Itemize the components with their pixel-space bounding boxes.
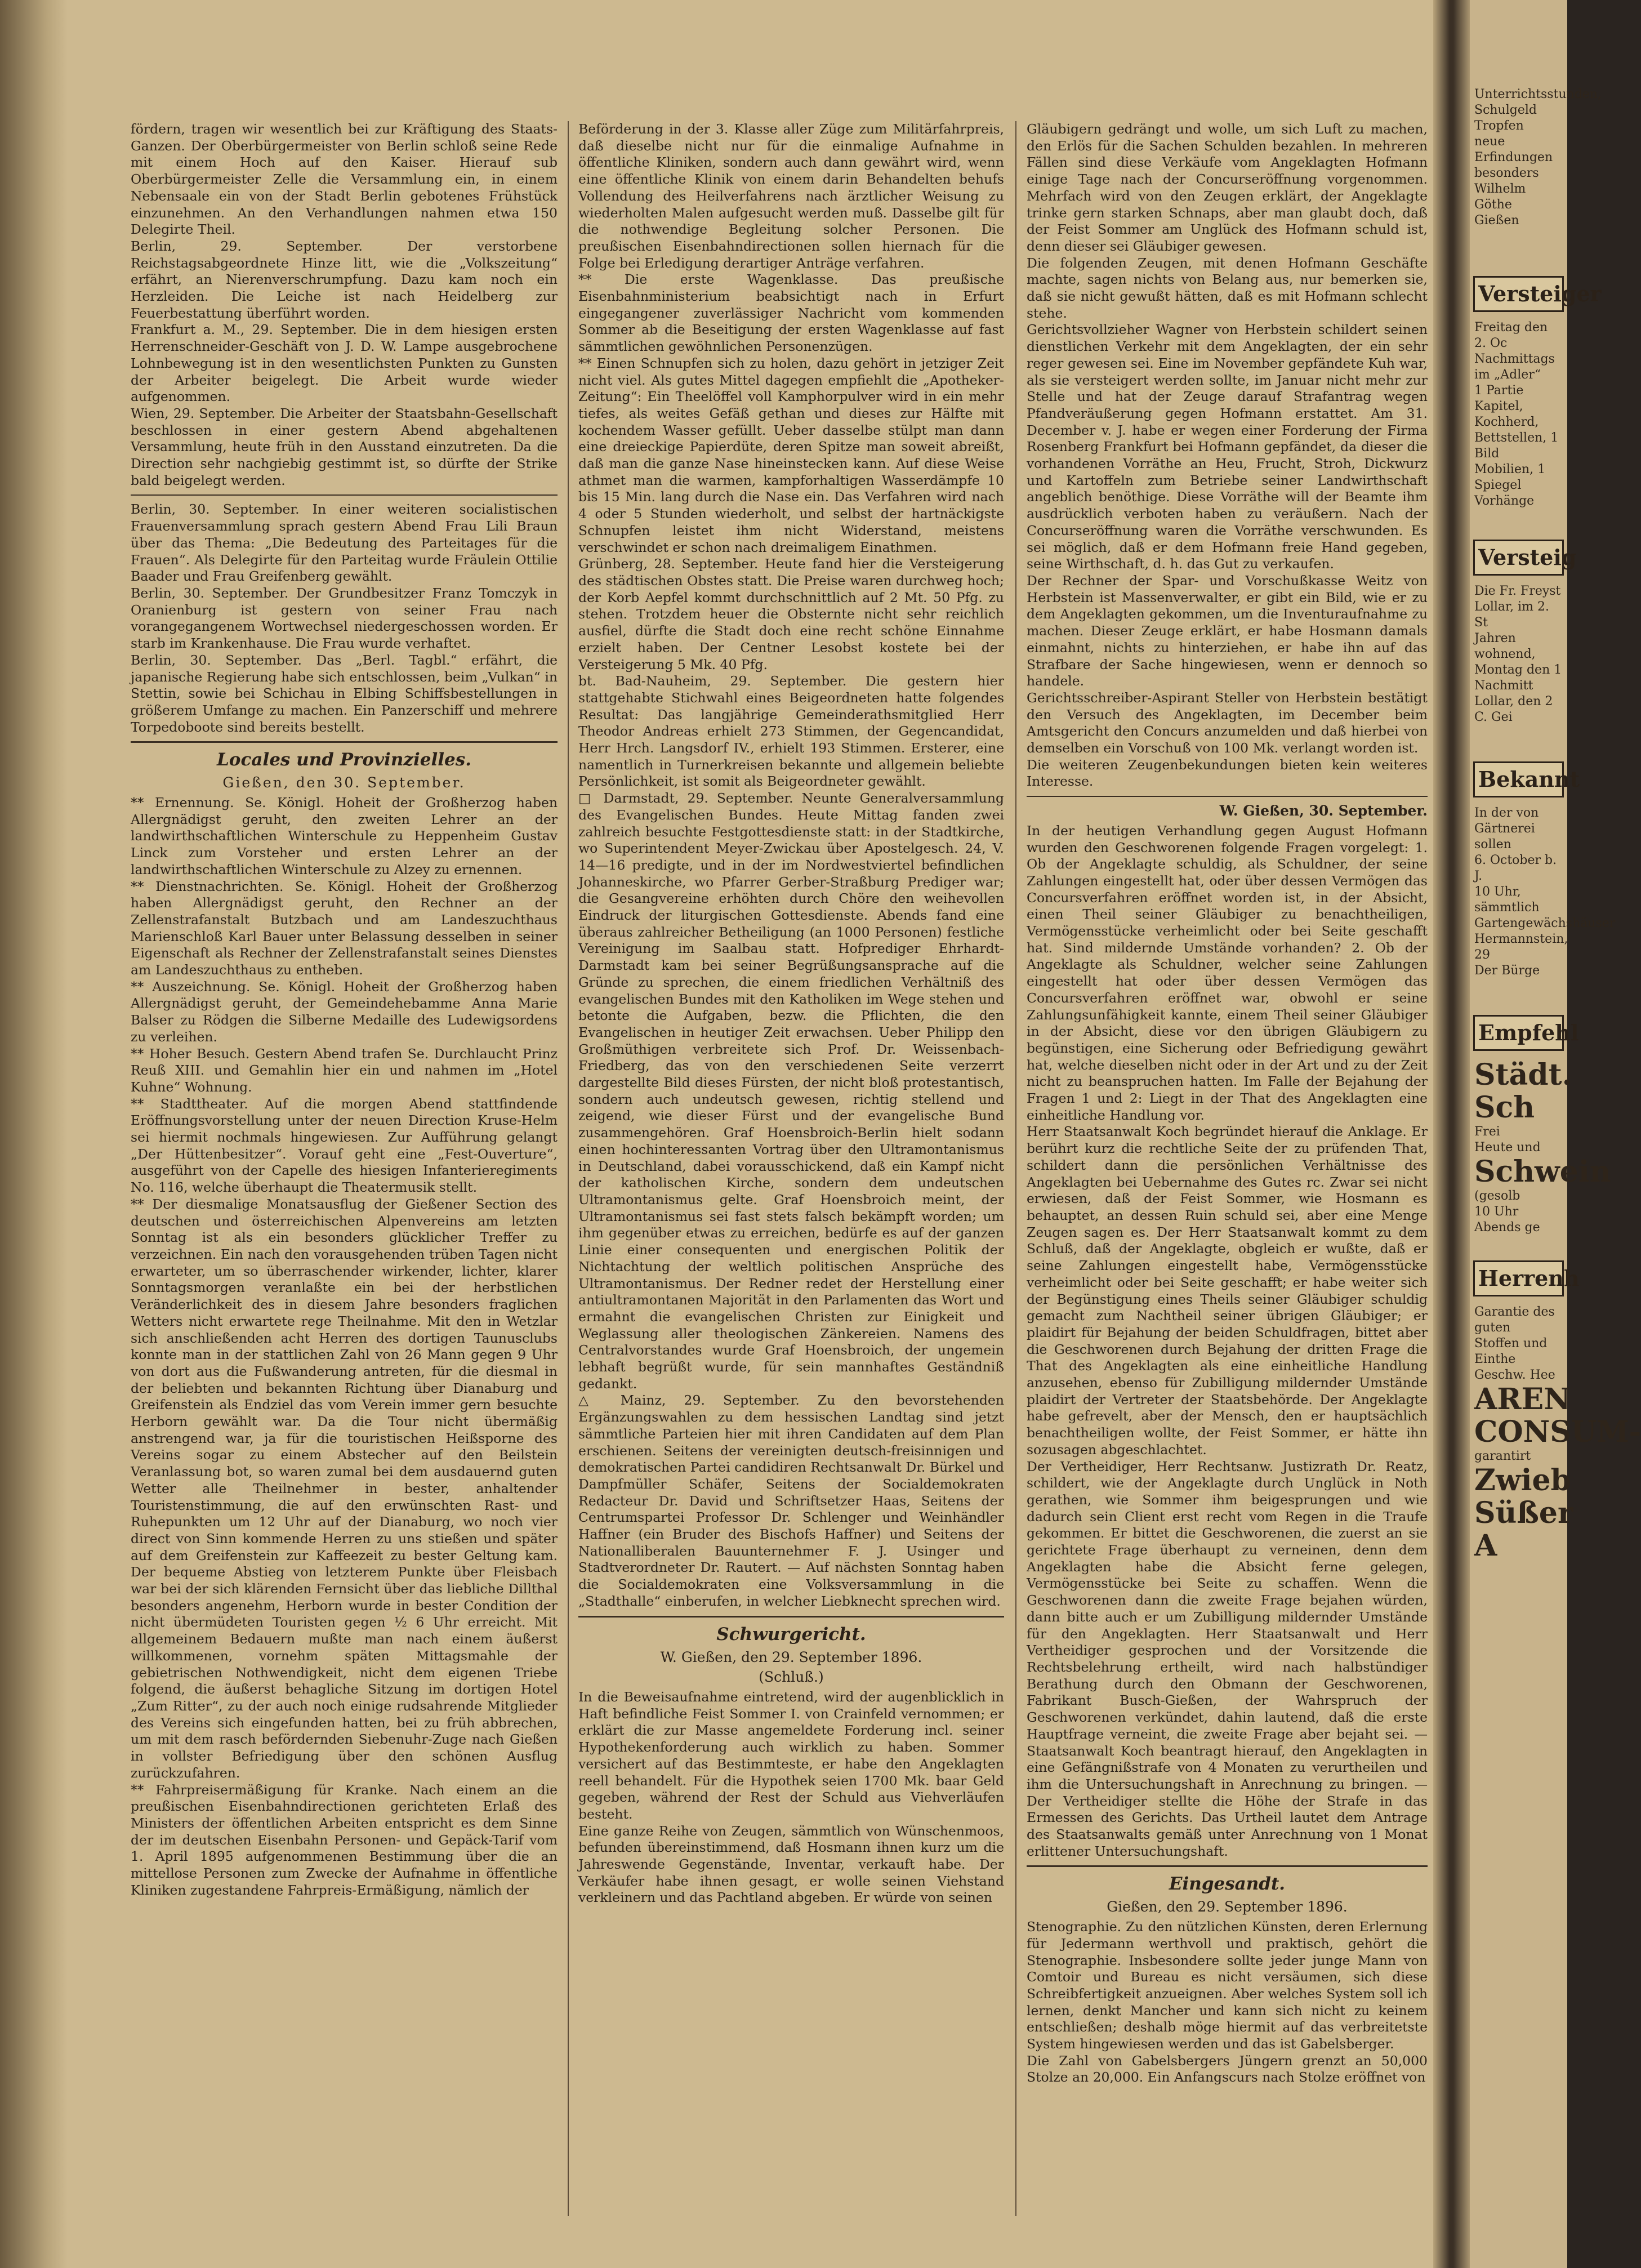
fragment-text: Schwein [1474,1155,1611,1189]
fragment-text: Süßer A [1474,1496,1573,1563]
article-paragraph: ** Einen Schnupfen sich zu holen, dazu gehört in jetziger Zeit nicht viel. Als gutes Mittel dagegen empfiehlt die „Apotheker-Zeitung“: Ein Theelöffel voll Kamphorpulver wird in ein mehr tiefes, als weites Gefäß gethan und dieses zur Hälfte mit kochendem Wasser gefüllt. Ueber dasselbe stülpt man dann eine dreieckige Papierdüte, deren Spitze man soweit abreißt, daß man die ganze Nase hineinstecken kann. Auf diese Weise athmet man die warmen, kampforhaltigen Wasserdämpfe 10 bis 15 Min. lang durch die Nase ein. Das Verfahren wird nach 4 oder 5 Stunden wiederholt, und selbst der hartnäckigste Schnupfen leistet ihm nicht Widerstand, meistens verschwindet er schon nach dreimaligem Einathmen. [578,355,1004,555]
article-paragraph: Die Zahl von Gabelsbergers Jüngern grenzt an 50,000 Stolze an 20,000. Ein Anfangscurs nach Stolze eröffnet von [1027,2052,1428,2086]
article-paragraph: fördern, tragen wir wesentlich bei zur Kräftigung des Staats-Ganzen. Der Oberbürgermeister von Berlin schloß seine Rede mit einem Hoch auf den Kaiser. Hierauf sub Oberbürgermeister Zelle die Versammlung ein, in einem Nebensaale ein von der Stadt Berlin gebotenes Frühstück einzunehmen. An den Verhandlungen nahmen etwa 150 Delegirte Theil. [131,121,558,238]
article-paragraph: ** Stadttheater. Auf die morgen Abend stattfindende Eröffnungsvorstellung unter der neuen Direction Kruse-Helm sei hiermit nochmals hingewiesen. Zur Aufführung gelangt „Der Hüttenbesitzer“. Vorauf geht eine „Fest-Ouverture“, ausgeführt von der Capelle des hiesigen Infanterieregiments No. 116, welche überhaupt die Theatermusik stellt. [131,1095,558,1196]
article-paragraph: ** Auszeichnung. Se. Königl. Hoheit der Großherzog haben Allergnädigst geruht, der Gemeindehebamme Anna Marie Balser zu Rödgen die Silberne Medaille des Ludewigsordens zu verleihen. [131,978,558,1045]
dateline: W. Gießen, 30. September. [1219,803,1428,819]
article-paragraph: ** Hoher Besuch. Gestern Abend trafen Se. Durchlaucht Prinz Reuß XIII. und Gemahlin hier ein und nahmen im „Hotel Kuhne“ Wohnung. [131,1045,558,1095]
article-paragraph: ** Der diesmalige Monatsausflug der Gießener Section des deutschen und österreichischen Alpenvereins am letzten Sonntag ist als ein besonders glücklicher Treffer zu verzeichnen. Ein nach den vorausgehenden trüben Tagen nicht erwarteter, um so überraschender wirkender, lichter, klarer Sonntagsmorgen veranlaßte ein bei der herbstlichen Veränderlichkeit des in diesem Jahre besonders fraglichen Wetters nicht erwartete rege Theilnahme. Mit den in Wetzlar sich anschließenden acht Herren des dortigen Taunusclubs konnte man in der stattlichen Zahl von 26 Mann gegen 9 Uhr von dort aus die Fußwanderung antreten, für die diesmal in der beliebten und bekannten Richtung über Dianaburg und Greifenstein als Endziel das vom Verein immer gern besuchte Herborn gewählt war. Da die Tour nicht übermäßig anstrengend war, ja für die touristischen Heißsporne des Vereins sogar zu einem Abstecher auf den Beilstein Veranlassung bot, so waren zumal bei dem ausdauernd guten Wetter alle Theilnehmer in bester, anhaltender Touristenstimmung, die auf den erwünschten Rast- und Ruhepunkten um 12 Uhr auf der Dianaburg, wo noch vier direct von Sinn kommende Herren zu uns stießen und später auf dem Greifenstein zur Kaffeezeit zu bester Geltung kam. Der bequeme Abstieg von letzterem Punkte über Fleisbach war bei der sich klärenden Fernsicht über das liebliche Dillthal besonders angenehm, Herborn wurde in bester Condition der nicht übermüdeten Touristen gegen ½ 6 Uhr erreicht. Mit allgemeinem Bedauern mußte man nach einem äußerst willkommenen, vornehm späten Mittagsmahle der gebietrischen Nothwendigkeit, nicht dem eigenen Triebe folgend, die äußerst behagliche Sitzung im dortigen Hotel „Zum Ritter“, zu der auch noch einige rudsahrende Mitglieder des Vereins sich eingefunden hatten, bei zu früh abbrechen, um mit dem rasch befördernden Siebenuhr-Zuge nach Gießen in vollster Befriedigung über den schönen Ausflug zurückzufahren. [131,1196,558,1781]
section-heading: Locales und Provinzielles. [217,750,471,770]
fragment-text: 6. October b. J. [1474,853,1557,883]
fragment-text: Stoffen und Einthe [1474,1336,1548,1366]
fragment-text: 1 Partie Kapitel, [1474,384,1524,413]
fragment-text: Bettstellen, 1 Bild [1474,431,1559,461]
article-paragraph: Berlin, 30. September. In einer weiteren socialistischen Frauenversammlung sprach gestern Abend Frau Lili Braun über das Thema: „Die Bedeutung des Parteitages für die Frauen“. Als Delegirte für den Parteitag wurde Fräulein Ottilie Baader und Frau Greifenberg gewählt. [131,501,558,585]
fragment-text: Jahren wohnend, [1474,631,1536,661]
article-paragraph: ** Dienstnachrichten. Se. Königl. Hoheit der Großherzog haben Allergnädigst geruht, den Rechner an der Zellenstrafanstalt Butzbach und am Landeszuchthaus Marienschloß Karl Bauer unter Belassung desselben in seiner Eigenschaft als Rechner der Zellenstrafanstalt seines Dienstes am Landeszuchthaus zu entheben. [131,878,558,978]
ad-heading: Herrenh [1473,1260,1564,1296]
article-paragraph: Berlin, 29. September. Der verstorbene Reichstagsabgeordnete Hinze litt, wie die „Volkszeitung“ erfährt, an Nierenverschrumpfung. Dazu kam noch ein Herzleiden. Die Leiche ist nach Heidelberg zur Feuerbestattung überführt worden. [131,238,558,321]
article-paragraph: Frankfurt a. M., 29. September. Die in dem hiesigen ersten Herrenschneider-Geschäft von J. D. W. Lampe ausgebrochene Lohnbewegung ist in den wesentlichsten Punkten zu Gunsten der Arbeiter beigelegt. Die Arbeit wurde wieder aufgenommen. [131,322,558,405]
article-paragraph: Gerichtsvollzieher Wagner von Herbstein schildert seinen dienstlichen Verkehr mit dem Angeklagten, der ein sehr reger gewesen sei. Eine im November gepfändete Kuh war, als sie versteigert werden sollte, im Januar nicht mehr zur Stelle und hat der Zeuge darauf Strafantrag wegen Pfandveräußerung gegen Hofmann erstattet. Am 31. December v. J. habe er wegen einer Forderung der Firma Rosenberg Frankfurt bei Hofmann gepfändet, da dieser die vorhandenen Vorräthe an Heu, Frucht, Stroh, Dickwurz und Kartoffeln zum Betriebe seiner Landwirthschaft angeblich benöthige. Diese Vorräthe will der Beamte ihm ausdrücklich verboten haben zu veräußern. Nach der Concurseröffnung waren die Vorräthe verschwunden. Es sei möglich, daß er dem Hofmann freie Hand gegeben, seine Wirthschaft, d. h. das Gut zu verkaufen. [1027,322,1428,572]
article-paragraph: □ Darmstadt, 29. September. Neunte Generalversammlung des Evangelischen Bundes. Heute Mittag fanden zwei zahlreich besuchte Festgottesdienste statt: in der Stadtkirche, wo Superintendent Meyer-Zwickau über Apostelgesch. 24, V. 14—16 predigte, und in der im Nordwestviertel befindlichen Johanneskirche, wo Pfarrer Gerber-Straßburg Prediger war; die Gesangvereine erhöhten durch Chöre den weihevollen Eindruck der liturgischen Gottesdienste. Abends fand eine überaus zahlreicher Betheiligung (an 1000 Personen) festliche Vereinigung im Saalbau statt. Hofprediger Ehrhardt-Darmstadt kam bei seiner Begrüßungsansprache auf die Gründe zu sprechen, die einem friedlichen Verhältniß des evangelischen Bundes mit den Katholiken im Wege stehen und betonte die Aufgaben, bezw. die Pflichten, die den Evangelischen in heutiger Zeit erwachsen. Ueber Philipp den Großmüthigen verbreitete sich Prof. Dr. Weissenbach-Friedberg, das von den verschiedenen Seite verzerrt dargestellte Bild dieses Fürsten, der nicht bloß protestantisch, sondern auch undeutsch gewesen, richtig stellend und zeigend, wie dieser Fürst und der evangelische Bund zusammengehören. Graf Hoensbroich-Berlin hielt sodann einen hochinteressanten Vortrag über den Ultramontanismus in Deutschland, dabei vorausschickend, daß ein Kampf nicht der katholischen Kirche, sondern dem undeutschen Ultramontanismus gelte. Graf Hoensbroich meint, der Ultramontanismus sei fast stets falsch bekämpft worden; um ihm gegenüber etwas zu erreichen, bedürfe es auf der ganzen Linie einer consequenten und energischen Politik der Nichtachtung der weltlich politischen Ansprüche des Ultramontanismus. Der Redner redet der Herstellung einer antiultramontanen Majorität in den Parlamenten das Wort und ermahnt die evangelischen Christen zur Einigkeit und Weglassung aller theologischen Zänkereien. Namens des Centralvorstandes wurde Graf Hoensbroich, der ungemein lebhaft begrüßt wurde, für sein mannhaftes Geständniß gedankt. [578,790,1004,1392]
section-rule [1027,796,1428,797]
fragment-text: Montag den 1 [1474,663,1562,677]
article-paragraph: ** Fahrpreisermäßigung für Kranke. Nach einem an die preußischen Eisenbahndirectionen gerichteten Erlaß des Ministers der öffentlichen Arbeiten entspricht es dem Sinne der im deutschen Eisenbahn Personen- und Gepäck-Tarif vom 1. April 1895 aufgenommenen Bestimmung über die an mittellose Personen zum Zwecke der Aufnahme in öffentliche Kliniken zugestandene Fahrpreis-Ermäßigung, nämlich der [131,1781,558,1898]
section-rule [131,494,558,496]
ad-heading: Bekannt [1473,761,1564,797]
dateline: Gießen, den 29. September 1896. [1107,1899,1348,1915]
book-edge [0,0,68,2268]
adjacent-page [1470,0,1641,2268]
section-heading: Schwurgericht. [716,1624,866,1645]
article-paragraph: Gerichtsschreiber-Aspirant Steller von Herbstein bestätigt den Versuch des Angeklagten, im December beim Amtsgericht den Concurs anzumelden und daß hierbei von demselben ein Vorschuß von 100 Mk. verlangt worden ist. [1027,689,1428,756]
article-paragraph: Beförderung in der 3. Klasse aller Züge zum Militärfahrpreis, daß dieselbe nicht nur für die einmalige Aufnahme in öffentliche Kliniken, sondern auch dann gewährt wird, wenn eine öffentliche Klinik von einem darin Behandelten behufs Vollendung des Heilverfahrens nach ärztlicher Weisung zu wiederholten Malen aufgesucht werden muß. Dasselbe gilt für die nothwendige Begleitung solcher Personen. Die preußischen Eisenbahndirectionen sollen hiernach für die Folge bei Erledigung derartiger Anträge verfahren. [578,121,1004,271]
book-gutter [1433,0,1470,2268]
fragment-text: Nachmittags [1474,352,1555,366]
fragment-text: Frei [1474,1125,1500,1139]
fragment-text: im „Adler“ [1474,368,1541,382]
fragment-text: besonders [1474,166,1539,180]
article-paragraph: Berlin, 30. September. Das „Berl. Tagbl.“ erfährt, die japanische Regierung habe sich entschlossen, beim „Vulkan“ in Stettin, sowie bei Schichau in Elbing Schiffsbestellungen in größerem Umfange zu machen. Ein Panzerschiff und mehrere Torpedoboote sind bereits bestellt. [131,652,558,735]
article-paragraph: Wien, 29. September. Die Arbeiter der Staatsbahn-Gesellschaft beschlossen in einer gestern Abend abgehaltenen Versammlung, heute früh in den Ausstand einzutreten. Da die Direction sehr nachgiebig gestimmt ist, so dürfte der Strike bald beigelegt werden. [131,405,558,488]
article-paragraph: Grünberg, 28. September. Heute fand hier die Versteigerung des städtischen Obstes statt. Die Preise waren durchweg hoch; der Korb Aepfel kommt durchschnittlich auf 2 Mt. 50 Pfg. zu stehen. Trotzdem heuer die Obsternte nicht sehr reichlich ausfiel, dürfte die Stadt doch eine recht schöne Einnahme erzielt haben. Der Centner Lesobst kostete bei der Versteigerung 5 Mk. 40 Pfg. [578,556,1004,672]
fragment-text: Die Fr. Freyst [1474,584,1561,598]
fragment-text: Gartengewächshäuser [1474,916,1616,930]
section-rule [578,1616,1004,1618]
article-paragraph: Der Rechner der Spar- und Vorschußkasse Weitz von Herbstein ist Massenverwalter, er gibt ein Bild, wie er zu dem Angeklagten gekommen, um die Inventuraufnahme zu machen. Dieser Zeuge erklärt, er habe Hosmann damals einmahnt, nichts zu hinterziehen, er habe ihn auf das Strafbare der Sache hingewiesen, wenn er dennoch so handele. [1027,572,1428,689]
dateline: Gießen, den 30. September. [222,774,466,791]
fragment-text: 10 Uhr, sämmtlich [1474,885,1540,915]
article-paragraph: Stenographie. Zu den nützlichen Künsten, deren Erlernung für Jedermann werthvoll und praktisch, gehört die Stenographie. Insbesondere sollte jeder junge Mann von Comtoir und Bureau es nicht versäumen, sich diese Schreibfertigkeit anzueignen. Aber welches System soll ich lernen, denkt Mancher und kann sich nicht zu keinem entschließen; deshalb möge hiermit auf das verbreitetste System hingewiesen werden und das ist Gabelsberger. [1027,1919,1428,2052]
fragment-text: Gärtnerei sollen [1474,822,1535,852]
fragment-text: In der von [1474,806,1539,820]
fragment-text: Hermannstein, 29 [1474,932,1568,962]
fragment-text: Städt. Sch [1474,1058,1572,1125]
article-paragraph: Gläubigern gedrängt und wolle, um sich Luft zu machen, den Erlös für die Sachen Schulden bezahlen. In mehreren Fällen sind diese Verkäufe vom Angeklagten Hofmann einige Tage nach der Concurseröffnung vorgenommen. Mehrfach wird von den Zeugen erklärt, der Angeklagte trinke gern starken Schnaps, aber man glaubt doch, daß der Feist Sommer am Unglück des Hofmann schuld ist, denn dieser sei Gläubiger gewesen. [1027,121,1428,254]
column-2 [578,121,1004,2227]
ad-heading: Versteig [1473,540,1564,576]
fragment-text: Unterrichtsstunden, [1474,87,1602,101]
fragment-text: Lollar, den 2 [1474,694,1553,709]
fragment-text: Garantie des guten [1474,1305,1555,1335]
fragment-text: Kochherd, [1474,415,1539,429]
article-paragraph: Herr Staatsanwalt Koch begründet hierauf die Anklage. Er berührt kurz die rechtliche Seite der zu prüfenden That, schildert dann die persönlichen Verhältnisse des Angeklagten bei Uebernahme des Gutes rc. Zwar sei nicht erwiesen, daß der Feist Sommer, wie Hosmann es behauptet, an dessen Ruin schuld sei, aber eine Menge Zeugen sagen es. Der Herr Staatsanwalt kommt zu dem Schluß, daß der Angeklagte, obgleich er wußte, daß er seine Zahlungen eingestellt habe, Vermögensstücke verheimlicht oder bei Seite geschafft; er habe weiter sich der Begünstigung eines Theils seiner Gläubiger schuldig gemacht zum Nachtheil seiner übrigen Gläubiger; er plaidirt für Bejahung der beiden Schuldfragen, bittet aber die Geschworenen durch Bejahung der dritten Frage die That des Angeklagten als eine einheitliche Handlung anzusehen, ebenso für Zubilligung mildernder Umstände plaidirt der Vertreter der Staatsbehörde. Der Angeklagte habe gefrevelt, aber der Mensch, den er hauptsächlich benachtheiligen wollte, der Feist Sommer, er hätte ihn sozusagen abgeschlachtet. [1027,1124,1428,1458]
section-heading: Eingesandt. [1169,1874,1286,1895]
fragment-text: CONSUM- [1474,1415,1641,1449]
section-rule [131,741,558,743]
article-paragraph: ** Ernennung. Se. Königl. Hoheit der Großherzog haben Allergnädigst geruht, den zweiten Lehrer an der landwirthschaftlichen Winterschule zu Heppenheim Gustav Linck zum Vorsteher und ersten Lehrer an der landwirthschaftlichen Winterschule zu Alzey zu ernennen. [131,795,558,877]
article-paragraph: ** Die erste Wagenklasse. Das preußische Eisenbahnministerium beabsichtigt nach in Erfurt eingegangener zuverlässiger Nachricht vom kommenden Sommer ab die Beseitigung der ersten Wagenklasse auf fast sämmtlichen gewöhnlichen Personenzügen. [578,271,1004,355]
fragment-text: C. Gei [1474,710,1513,724]
fragment-text: 10 Uhr Abends ge [1474,1205,1540,1235]
fragment-text: neue Erfindungen [1474,135,1553,164]
dateline: W. Gießen, den 29. September 1896. [660,1648,922,1665]
ad-heading: Versteiger [1473,276,1564,312]
article-paragraph: Berlin, 30. September. Der Grundbesitzer Franz Tomczyk in Oranienburg ist gestern von seiner Frau nach vorangegangenem Wortwechsel niedergeschossen worden. Er starb im Krankenhause. Die Frau wurde verhaftet. [131,585,558,652]
fragment-text: Mobilien, 1 Spiegel [1474,462,1546,492]
fragment-text: Der Bürge [1474,964,1540,978]
column-1 [131,121,558,2227]
article-paragraph: Die folgenden Zeugen, mit denen Hofmann Geschäfte machte, sagen nichts von Belang aus, nur bemerken sie, daß sie nicht gewußt hätten, daß es mit Hofmann schlecht stehe. [1027,255,1428,321]
article-paragraph: Die weiteren Zeugenbekundungen bieten kein weiteres Interesse. [1027,756,1428,790]
column-3 [1027,121,1428,2227]
fragment-text: AREN [1474,1382,1571,1416]
fragment-text: Lollar, im 2. St [1474,600,1550,630]
section-rule [1027,1865,1428,1867]
column-divider [1015,121,1016,2216]
article-paragraph: bt. Bad-Nauheim, 29. September. Die gestern hier stattgehabte Stichwahl eines Beigeordneten hatte folgendes Resultat: Das langjährige Gemeinderathsmitglied Herr Theodor Andreas erhielt 273 Stimmen, der Gegencandidat, Herr Hrch. Langsdorf IV., erhielt 193 Stimmen. Ersterer, eine namentlich in Turnerkreisen bekannte und allgemein beliebte Persönlichkeit, ist somit als Beigeordneter gewählt. [578,673,1004,790]
fragment-text: Zwieb [1474,1463,1571,1498]
fragment-text: Geschw. Hee [1474,1368,1555,1382]
fragment-text: Freitag den 2. Oc [1474,320,1548,350]
fragment-text: (gesolb [1474,1189,1520,1203]
fragment-text: Wilhelm Göthe [1474,182,1526,212]
fragment-text: Tropfen [1474,119,1524,133]
article-paragraph: In der heutigen Verhandlung gegen August Hofmann wurden den Geschworenen folgende Fragen vorgelegt: 1. Ob der Angeklagte schuldig, als Schuldner, der seine Zahlungen eingestellt hat, oder über dessen Vermögen das Concursverfahren eröffnet worden ist, in der Absicht, einen Theil seiner Gläubiger zu benachtheiligen, Vermögensstücke verheimlicht oder bei Seite geschafft hat. Sind mildernde Umstände vorhanden? 2. Ob der Angeklagte als Schuldner, welcher seine Zahlungen eingestellt hat oder über dessen Vermögen das Concursverfahren eröffnet war, obwohl er seine Zahlungsunfähigkeit kannte, einem Theil seiner Gläubiger in der Absicht, diese vor den übrigen Gläubigern zu begünstigen, eine Sicherung oder Befriedigung gewährt hat, welche dieselben nicht oder in der Art und zu der Zeit nicht zu beanspruchen hatten. Im Falle der Bejahung der Fragen 1 und 2: Liegt in der That des Angeklagten eine einheitliche Handlung vor. [1027,822,1428,1123]
fragment-text: Vorhänge [1474,494,1535,508]
article-paragraph: Der Vertheidiger, Herr Rechtsanw. Justizrath Dr. Reatz, schildert, wie der Angeklagte durch Unglück in Noth gerathen, wie Sommer ihm beigesprungen und wie dadurch sein Client erst recht vom Regen in die Traufe gekommen. Er bittet die Geschworenen, die zuerst an sie gerichtete Frage überhaupt zu verneinen, denn dem Angeklagten habe die Absicht ferne gelegen, Vermögensstücke bei Seite zu schaffen. Wenn die Geschworenen dann die zweite Frage bejahen würden, dann bitte auch er um Zubilligung mildernder Umstände für den Angeklagten. Herr Staatsanwalt und Herr Vertheidiger gesprochen und der Vorsitzende die Rechtsbelehrung ertheilt, wird nach halbstündiger Berathung durch den Obmann der Geschworenen, Fabrikant Busch-Gießen, der Wahrspruch der Geschworenen verkündet, dahin lautend, daß die erste Hauptfrage verneint, die zweite Frage aber bejaht sei. — Staatsanwalt Koch beantragt hierauf, den Angeklagten in eine Gefängnißstrafe von 4 Monaten zu verurtheilen und ihm die Untersuchungshaft in Anrechnung zu bringen. — Der Vertheidiger stellte die Höhe der Strafe in das Ermessen des Gerichts. Das Urtheil lautet dem Antrage des Staatsanwalts gemäß unter Anrechnung von 1 Monat erlittener Untersuchungshaft. [1027,1458,1428,1859]
fragment-text: Heute und [1474,1140,1541,1155]
fragment-text: Schulgeld [1474,103,1537,117]
column-divider [568,121,569,2216]
article-paragraph: Eine ganze Reihe von Zeugen, sämmtlich von Wünschenmoos, befunden übereinstimmend, daß Hosmann ihnen kurz um die Jahreswende Gegenstände, Inventar, verkauft habe. Der Verkäufer habe ihnen gesagt, er wolle seinen Viehstand verkleinern und das Pachtland abgeben. Er würde von seinen [578,1823,1004,1906]
subline: (Schluß.) [759,1669,824,1686]
article-paragraph: △ Mainz, 29. September. Zu den bevorstehenden Ergänzungswahlen zu dem hessischen Landtag sind jetzt sämmtliche Parteien hier mit ihren Candidaten auf dem Plan erschienen. Seitens der vereinigten deutsch-freisinnigen und demokratischen Partei candidiren Rechtsanwalt Dr. Bürkel und Dampfmüller Schäfer, Seitens der Socialdemokraten Redacteur Dr. David und Schriftsetzer Haas, Seitens der Centrumspartei Professor Dr. Schlenger und Weinhändler Haffner (ein Bruder des Bischofs Haffner) und Seitens der Nationalliberalen Bauunternehmer F. J. Usinger und Stadtverordneter Dr. Rautert. — Auf nächsten Sonntag haben die Socialdemokraten eine Volksversammlung in die „Stadthalle“ einberufen, in welcher Liebknecht sprechen wird. [578,1392,1004,1609]
fragment-text: Gießen [1474,213,1519,228]
fragment-text: Nachmitt [1474,679,1533,693]
ad-heading: Empfehl [1473,1015,1564,1051]
article-paragraph: In die Beweisaufnahme eintretend, wird der augenblicklich in Haft befindliche Feist Sommer I. von Crainfeld vernommen; er erklärt die zur Masse angemeldete Forderung incl. seiner Hypothekenforderung auch wirklich zu haben. Sommer versichert auf das Bestimmteste, er habe den Angeklagten reell behandelt. Für die Hypothek seien 1700 Mk. baar Geld gegeben, während der Rest der Schuld aus Viehverläufen besteht. [578,1688,1004,1822]
fragment-text: garantirt [1474,1449,1531,1463]
